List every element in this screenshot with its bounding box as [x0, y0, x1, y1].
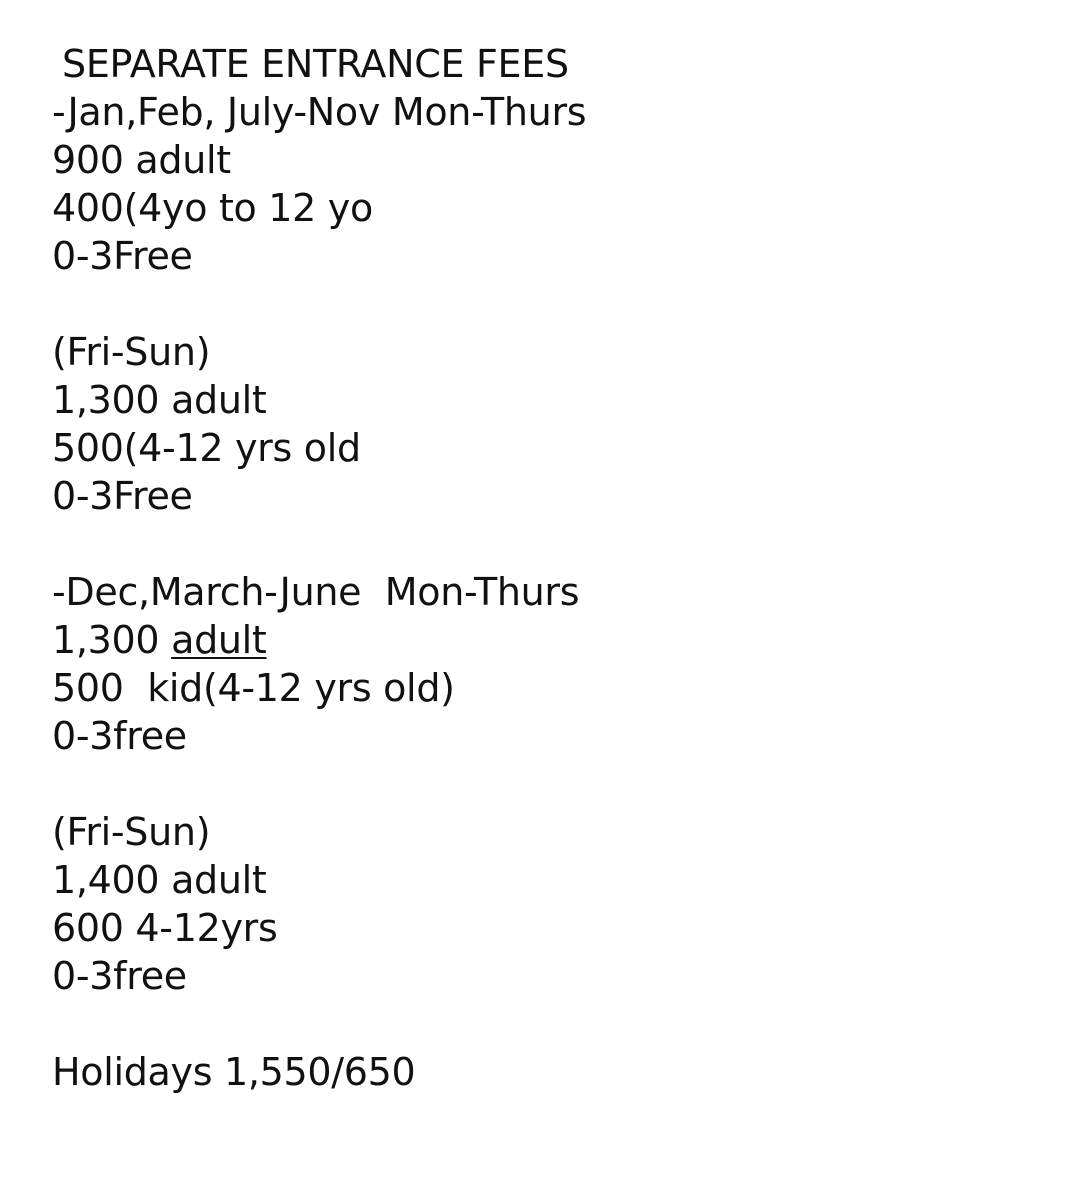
note-title: SEPARATE ENTRANCE FEES: [62, 42, 569, 86]
spacer: [52, 760, 1042, 808]
spacer: [52, 280, 1042, 328]
holidays-fee: Holidays 1,550/650: [52, 1050, 416, 1094]
section1-period: -Jan,Feb, July-Nov Mon-Thurs: [52, 90, 587, 134]
section4-adult-fee: 1,400 adult: [52, 858, 267, 902]
section2-child-fee: 500(4-12 yrs old: [52, 426, 361, 470]
section1-child-fee: 400(4yo to 12 yo: [52, 186, 373, 230]
section2-infant-fee: 0-3Free: [52, 474, 193, 518]
note-body: [52, 40, 1042, 1096]
spacer: [52, 1000, 1042, 1048]
section3-child-fee: 500 kid(4-12 yrs old): [52, 666, 455, 710]
section2-adult-fee: 1,300 adult: [52, 378, 267, 422]
section3-adult-fee: [52, 616, 1042, 664]
section3-period: -Dec,March-June Mon-Thurs: [52, 570, 580, 614]
section1-adult-fee: 900 adult: [52, 138, 231, 182]
section2-period: (Fri-Sun): [52, 330, 211, 374]
section4-infant-fee: 0-3free: [52, 954, 187, 998]
section3-adult-amount: 1,300: [52, 618, 172, 662]
section3-adult-word: adult: [171, 618, 267, 662]
section4-period: (Fri-Sun): [52, 810, 211, 854]
section1-infant-fee: 0-3Free: [52, 234, 193, 278]
section3-infant-fee: 0-3free: [52, 714, 187, 758]
section4-child-fee: 600 4-12yrs: [52, 906, 278, 950]
spacer: [52, 520, 1042, 568]
